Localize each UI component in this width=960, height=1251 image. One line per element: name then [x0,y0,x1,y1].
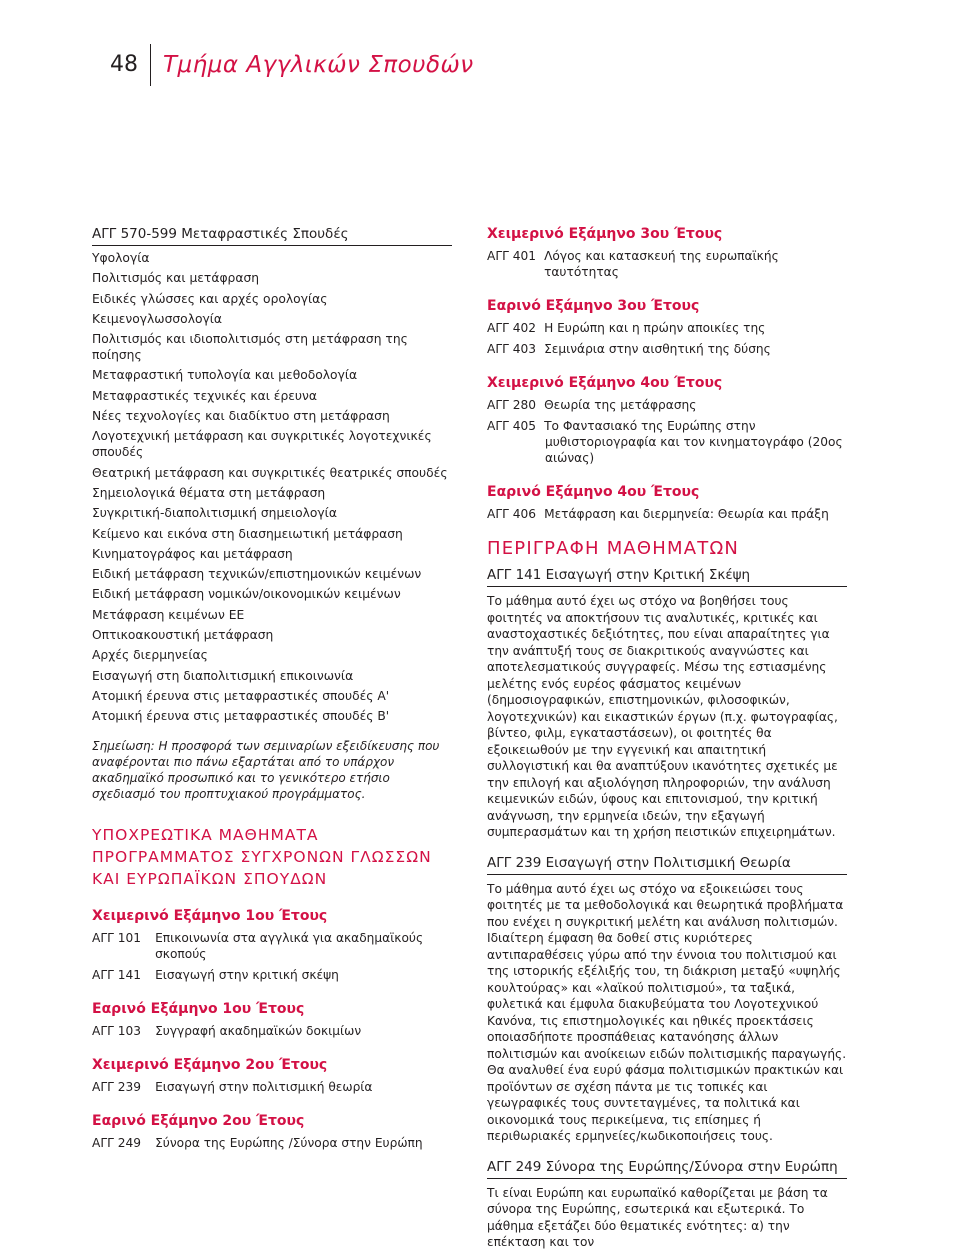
semester-heading: Εαρινό Εξάμηνο 3ου Έτους [487,298,700,314]
list-item: Λογοτεχνική μετάφραση και συγκριτικές λογοτεχνικές σπουδές [92,429,432,460]
course-row [92,930,452,962]
list-item: Κινηματογράφος και μετάφραση [92,546,293,561]
compulsory-title-line-2: ΠΡΟΓΡΑΜΜΑΤΟΣ ΣΥΓΧΡΟΝΩΝ ΓΛΩΣΣΩΝ [92,848,432,867]
course-description-text: Το μάθημα αυτό έχει ως στόχο να εξοικειώσει τους φοιτητές με τα μεθοδολογικά και θεωρητικά προβλήματα που ενέχει η συγκριτική μελέτη και ανάλυση πολιτισμών. Ιδιαίτερη έμφαση θα δοθεί στις κυριότερες αντιπαραθέσεις γύρω από την έννοια του πολιτισμού και της ιστορικής εξέλιξής του, τη διάκριση μεταξύ «υψηλής κουλτούρας» και «λαϊκού πολιτισμού», τα ταξικά, φυλετικά και έμφυλα διακυβεύματα του Λογοτεχνικού Κανόνα, τις επιστημολογικές και ηθικές προεκτάσεις οποιασδήποτε προσπάθειας κατανόησης άλλων πολιτισμών και ανοίκειων ειδών πολιτισμικής παραγωγής. Θα αναλυθεί ένα ευρύ φάσμα πολιτισμικών πρακτικών και προϊόντων σε σχέση πάντα με τις τοπικές και γεωγραφικές τους συντεταγμένες, τα πολιτικά και οικονομικά τους περικείμενα, τις επίσημες ή περιθωριακές ερμηνείες/κωδικοποιήσεις τους. [487,881,847,1143]
semesters-right [487,226,847,522]
course-title: Λόγος και κατασκευή της ευρωπαϊκής ταυτότητας [544,249,779,279]
list-item: Πολιτισμός και ιδιοπολιτισμός στη μετάφραση της ποίησης [92,332,408,363]
semester-heading: Εαρινό Εξάμηνο 4ου Έτους [487,484,700,500]
semester-heading: Χειμερινό Εξάμηνο 1ου Έτους [92,908,328,925]
list-item: Μετάφραση κειμένων ΕΕ [92,607,245,622]
course-title: Το Φαντασιακό της Ευρώπης στην [544,419,756,433]
descriptions-list [487,567,847,1251]
course-title: Μετάφραση και διερμηνεία: Θεωρία και πράξη [544,507,829,521]
course-description-heading: ΑΓΓ 141 Εισαγωγή στην Κριτική Σκέψη [487,567,847,587]
course-code: ΑΓΓ 239 [92,1080,142,1095]
list-item: Κειμενογλωσσολογία [92,311,223,326]
course-row [92,1135,452,1151]
course-description-text: Το μάθημα αυτό έχει ως στόχο να βοηθήσει τους φοιτητές να αποκτήσουν τις αναλυτικές, κριτικές και αναστοχαστικές δεξιότητες, που είναι απαραίτητες για την ανάπτυξή τους σε διακριτικούς αναγνώστες και αποτελεσματικούς συγγραφείς. Μέσω της εστιασμένης μελέτης ενός ευρέος φάσματος κειμένων (δημοσιογραφικών, επιστημονικών, φιλοσοφικών, λογοτεχνικών) και εικαστικών έργων (π.χ. φωτογραφίας, βίντεο, φιλμ, εγκαταστάσεων), οι φοιτητές θα εξοικειωθούν με την εγγενική και απαιτητική συλλογιστική και θα αναπτύξουν ικανότητες σχετικές με την επιλογή και αξιολόγηση πληροφοριών, την ανάλυση κειμενικών ειδών, ύφους και επιτονισμού, την κριτική ανάγνωση, την ερμηνεία ιδεών, την εξαγωγή συμπερασμάτων και τη χρήση πειστικών επιχειρημάτων. [487,594,838,839]
electives-note: Σημείωση: Η προσφορά των σεμιναρίων εξειδίκευσης που αναφέρονται πιο πάνω εξαρτάται από το υπάρχον ακαδημαϊκό προσωπικό και το γενικότερο ετήσιο σχεδιασμό του προπτυχιακού προγράμματος. [92,739,440,802]
list-item: Συγκριτική-διαπολιτισμική σημειολογία [92,506,337,521]
course-title-continued: μυθιστοριογραφία και τον κινηματογράφο (20ος αιώνας) [545,435,843,465]
course-row [92,1023,452,1039]
list-item: Κείμενο και εικόνα στη διασημειωτική μετάφραση [92,526,403,541]
list-item: Ειδικές γλώσσες και αρχές ορολογίας [92,291,328,306]
course-title: Συγγραφή ακαδημαϊκών δοκιμίων [155,1024,362,1039]
compulsory-title-line-1: ΥΠΟΧΡΕΩΤΙΚΑ ΜΑΘΗΜΑΤΑ [92,826,319,845]
course-row [487,418,847,466]
page-header [110,44,474,86]
list-item: Υφολογία [92,251,150,265]
course-code: ΑΓΓ 249 [92,1136,142,1151]
course-code: ΑΓΓ 141 [92,968,142,983]
list-item: Μεταφραστικές τεχνικές και έρευνα [92,388,317,403]
course-row [487,397,847,413]
list-item: Νέες τεχνολογίες και διαδίκτυο στη μετάφραση [92,409,390,424]
list-item: Πολιτισμός και μετάφραση [92,271,260,286]
section-title: Τμήμα Αγγλικών Σπουδών [163,52,474,78]
semester-heading: Εαρινό Εξάμηνο 1ου Έτους [92,1001,305,1018]
course-code: ΑΓΓ 402 [487,321,537,335]
course-row [487,320,847,336]
left-column [92,226,452,1156]
list-item: Ατομική έρευνα στις μεταφραστικές σπουδές Α' [92,688,390,703]
course-code: ΑΓΓ 101 [92,931,142,946]
list-item: Ειδική μετάφραση νομικών/οικονομικών κειμένων [92,587,401,602]
course-code: ΑΓΓ 401 [487,249,537,263]
course-title: Εισαγωγή στην κριτική σκέψη [155,968,339,983]
course-title: Η Ευρώπη και η πρώην αποικίες της [544,321,766,335]
page-number: 48 [110,44,151,86]
compulsory-title-line-3: ΚΑΙ ΕΥΡΩΠΑΪΚΩΝ ΣΠΟΥΔΩΝ [92,870,328,889]
course-row [487,341,847,357]
course-row [92,1079,452,1095]
course-description-text: Τι είναι Ευρώπη και ευρωπαϊκό καθορίζεται με βάση τα σύνορα της Ευρώπης, εσωτερικά και εξωτερικά. Το μάθημα εξετάζει δύο θεματικές ενότητες: α) την επέκταση και τον [487,1185,828,1249]
course-description-heading: ΑΓΓ 249 Σύνορα της Ευρώπης/Σύνορα στην Ευρώπη [487,1159,847,1179]
course-title: Επικοινωνία στα αγγλικά για ακαδημαϊκούς σκοπούς [155,931,424,962]
list-item: Ατομική έρευνα στις μεταφραστικές σπουδές Β' [92,709,390,724]
course-title: Σεμινάρια στην αισθητική της δύσης [544,342,771,356]
course-code: ΑΓΓ 406 [487,507,537,521]
list-item: Μεταφραστική τυπολογία και μεθοδολογία [92,368,358,383]
electives-list [92,250,452,724]
semesters-left [92,908,452,1151]
semester-heading: Εαρινό Εξάμηνο 2ου Έτους [92,1113,305,1130]
course-row [92,967,452,983]
right-column [487,226,847,1251]
course-row [487,248,847,280]
list-item: Θεατρική μετάφραση και συγκριτικές θεατρικές σπουδές [92,465,448,480]
course-description-heading: ΑΓΓ 239 Εισαγωγή στην Πολιτισμική Θεωρία [487,855,847,875]
list-item: Οπτικοακουστική μετάφραση [92,628,274,643]
semester-heading: Χειμερινό Εξάμηνο 2ου Έτους [92,1057,328,1074]
list-item: Ειδική μετάφραση τεχνικών/επιστημονικών κειμένων [92,567,422,582]
course-code: ΑΓΓ 103 [92,1024,142,1039]
semester-heading: Χειμερινό Εξάμηνο 4ου Έτους [487,375,723,391]
course-code: ΑΓΓ 405 [487,419,537,433]
course-row [487,506,847,522]
course-title: Θεωρία της μετάφρασης [544,398,697,412]
descriptions-title: ΠΕΡΙΓΡΑΦΗ ΜΑΘΗΜΑΤΩΝ [487,538,740,559]
list-item: Σημειολογικά θέματα στη μετάφραση [92,485,326,500]
course-title: Σύνορα της Ευρώπης /Σύνορα στην Ευρώπη [155,1136,423,1151]
semester-heading: Χειμερινό Εξάμηνο 3ου Έτους [487,226,723,242]
list-item: Αρχές διερμηνείας [92,648,208,663]
electives-heading: ΑΓΓ 570-599 Μεταφραστικές Σπουδές [92,226,452,246]
course-title: Εισαγωγή στην πολιτισμική θεωρία [155,1080,373,1095]
list-item: Εισαγωγή στη διαπολιτισμική επικοινωνία [92,668,354,683]
course-code: ΑΓΓ 403 [487,342,537,356]
course-code: ΑΓΓ 280 [487,398,537,412]
